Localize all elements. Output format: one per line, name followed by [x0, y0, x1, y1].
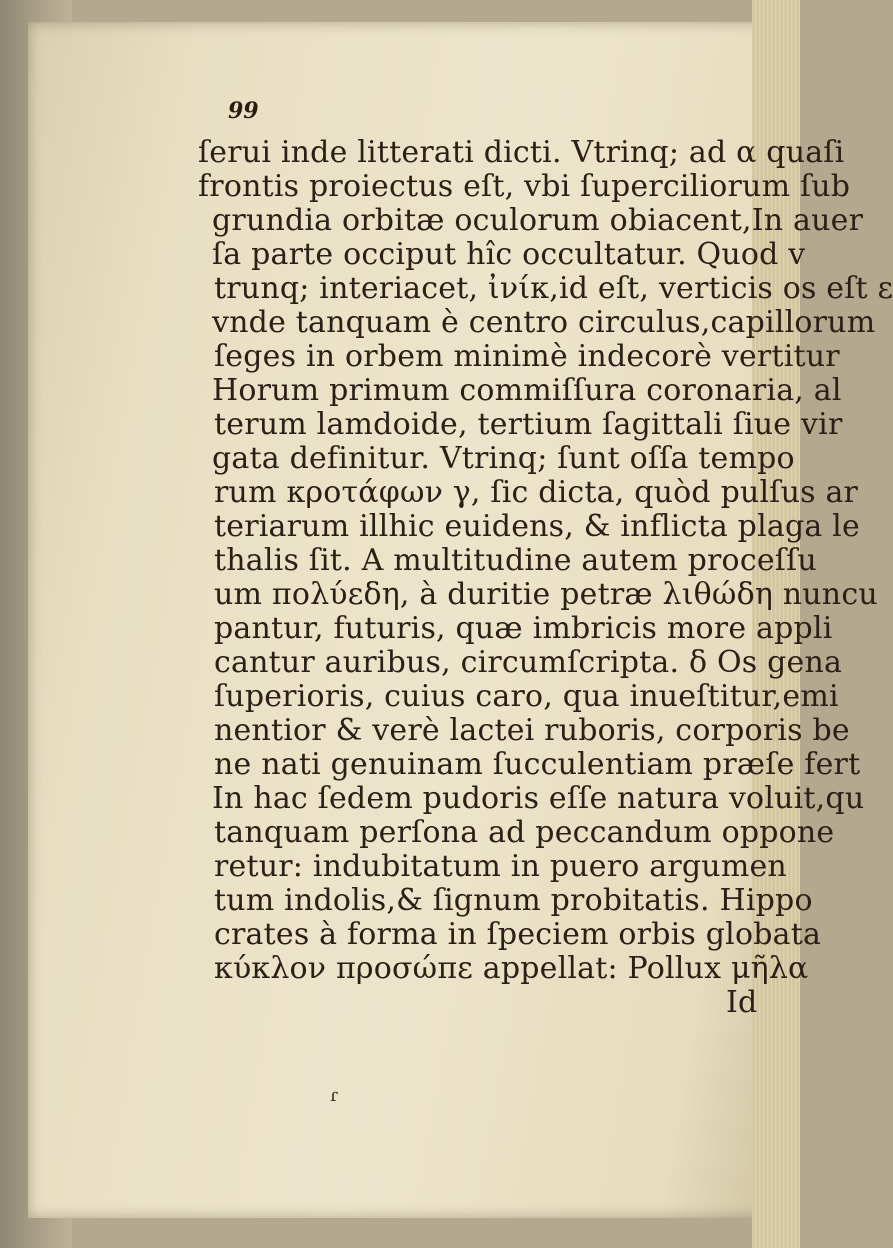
text-line: crates à forma in ſpeciem orbis globata	[214, 917, 822, 952]
text-line: ſa parte occiput hîc occultatur. Quod v	[212, 237, 806, 272]
text-line: terum lamdoide, tertium ſagittali ſiue vir	[214, 407, 843, 442]
text-line: tanquam perſona ad peccandum oppone	[214, 815, 835, 850]
text-line: thalis ſit. A multitudine autem proceſſu	[214, 543, 817, 578]
text-line: gata definitur. Vtrinq; ſunt oſſa tempo	[212, 441, 795, 476]
text-line: ſeges in orbem minimè indecorè vertitur	[214, 339, 840, 374]
text-line: Horum primum commiſſura coronaria, al	[212, 373, 842, 408]
text-line: rum κροτάφων γ, ſic dicta, quòd pulſus ar	[214, 475, 859, 510]
text-line: trunq; interiacet, ἰνίκ,id eſt, verticis os eſt ε	[214, 271, 893, 306]
text-line: um πολύεδη, à duritie petræ λιθώδη nuncu	[214, 577, 878, 612]
text-line: ne nati genuinam ſucculentiam præſe fert	[214, 747, 861, 782]
text-line: nentior & verè lactei ruboris, corporis be	[214, 713, 850, 748]
text-line: retur: indubitatum in puero argumen	[214, 849, 787, 884]
text-line: In hac ſedem pudoris eſſe natura voluit,qu	[212, 781, 865, 816]
text-line: ſuperioris, cuius caro, qua inueſtitur,emi	[214, 679, 839, 714]
text-line: κύκλον προσώπε appellat: Pollux μῆλα	[214, 951, 809, 986]
stray-mark: ɾ	[330, 1085, 339, 1106]
text-line: vnde tanquam è centro circulus,capillorum	[212, 305, 876, 340]
text-line: frontis proiectus eſt, vbi ſuperciliorum ſub	[198, 169, 851, 204]
text-line: grundia orbitæ oculorum obiacent,In auer	[212, 203, 864, 238]
text-line: tum indolis,& ſignum probitatis. Hippo	[214, 883, 813, 918]
text-line: teriarum illhic euidens, & inflicta plaga le	[214, 509, 860, 544]
catchword: Id	[726, 985, 758, 1020]
text-line: ſerui inde litterati dicti. Vtrinq; ad α quaſi	[198, 135, 845, 170]
page-number: 99	[228, 98, 259, 124]
text-line: pantur, futuris, quæ imbricis more appli	[214, 611, 833, 646]
text-line: cantur auribus, circumſcripta. δ Os gena	[214, 645, 843, 680]
